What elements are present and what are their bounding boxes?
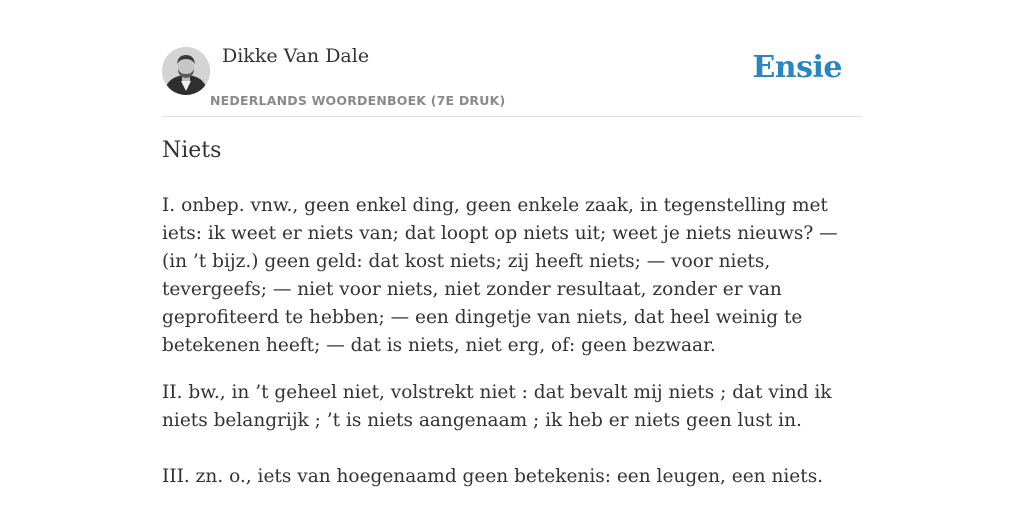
portrait-image — [162, 47, 210, 95]
dictionary-source[interactable]: NEDERLANDS WOORDENBOEK (7E DRUK) — [210, 93, 506, 108]
definition-2: II. bw., in ’t geheel niet, volstrekt niet : dat bevalt mij niets ; dat vind ik niets belangrijk ; ’t is niets aangenaam ; ik heb er niets geen lust in. — [162, 382, 832, 431]
header — [162, 0, 862, 117]
definition-1: I. onbep. vnw., geen enkel ding, geen enkele zaak, in tegenstelling met iets: ik weet er niets van; dat loopt op niets uit; weet je niets nieuws? — (in ’t bijz.) geen geld: dat kost niets; zij heeft niets; — voor niets, tevergeefs; — niet voor niets, niet zonder resultaat, zonder er van geprofiteerd te hebben; — een dingetje van niets, dat heel weinig te betekenen heeft; — dat is niets, niet erg, of: geen bezwaar. — [162, 195, 838, 356]
content-container — [162, 0, 862, 487]
definition-3: III. zn. o., iets van hoegenaamd geen betekenis: een leugen, een niets. — [162, 466, 824, 487]
entry-title: Niets — [162, 138, 222, 163]
author-avatar[interactable] — [162, 47, 210, 95]
author-name[interactable]: Dikke Van Dale — [222, 45, 370, 67]
ensie-logo[interactable]: Ensie — [752, 50, 842, 85]
